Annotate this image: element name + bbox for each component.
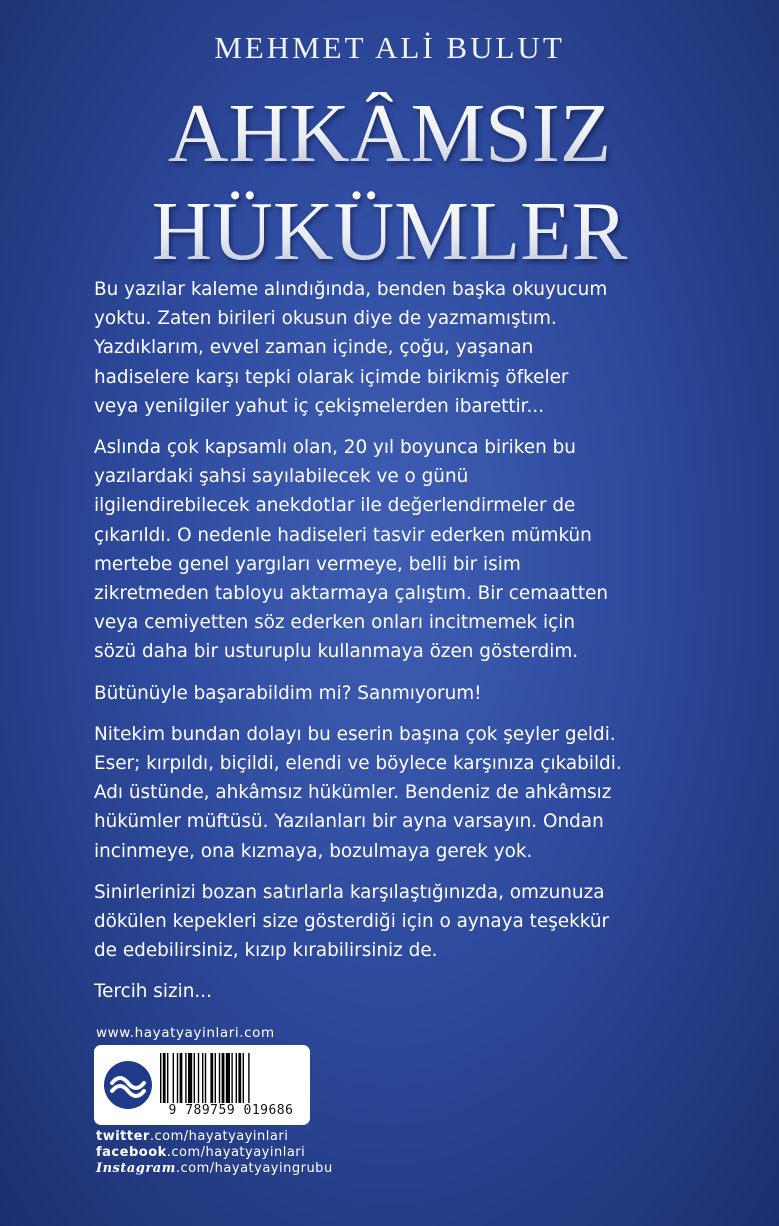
- paragraph: Tercih sizin...: [94, 981, 212, 1003]
- back-cover-text: [94, 275, 734, 1019]
- isbn-barcode: [160, 1053, 300, 1103]
- barcode-panel: [94, 1045, 310, 1125]
- author-name: MEHMET ALİ BULUT: [214, 30, 565, 65]
- isbn-number: 9 789759 019686: [168, 1103, 294, 1118]
- social-twitter: [96, 1129, 288, 1144]
- instagram-logo: Instagram: [96, 1161, 176, 1176]
- facebook-logo: facebook: [96, 1145, 167, 1160]
- publisher-website: www.hayatyayinlari.com: [96, 1025, 275, 1041]
- book-title-line-2: HÜKÜMLER: [0, 190, 779, 274]
- paragraph: Aslında çok kapsamlı olan, 20 yıl boyunca biriken bu yazılardaki şahsi sayılabilecek ve o günü ilgilendirebilecek anekdotlar ile değerlendirmeler de çıkarıldı. O nedenle hadiseleri tasvir ederken mümkün mertebe genel yargıları vermeye, belli bir isim zikretmeden tabloyu aktarmaya çalıştım. Bir cemaatten veya cemiyetten söz ederken onları incitmemek için sözü daha bir usturuplu kullanmaya özen gösterdim.: [94, 437, 609, 663]
- social-handle: .com/hayatyayingrubu: [175, 1161, 333, 1176]
- social-instagram: [96, 1161, 333, 1176]
- twitter-logo: twitter: [96, 1129, 150, 1144]
- social-handle: .com/hayatyayinlari: [149, 1129, 289, 1144]
- social-facebook: [96, 1145, 305, 1160]
- paragraph: Sinirlerinizi bozan satırlarla karşılaştığınızda, omzunuza dökülen kepekleri size gösterdiği için o aynaya teşekkür de edebilirsiniz, kızıp kırabilirsiniz de.: [94, 881, 610, 962]
- paragraph: Nitekim bundan dolayı bu eserin başına çok şeyler geldi. Eser; kırpıldı, biçildi, elendi ve böylece karşınıza çıkabildi. Adı üstünde, ahkâmsız hükümler. Bendeniz de ahkâmsız hükümler müftüsü. Yazılanları bir ayna varsayın. Ondan incinmeye, ona kızmaya, bozulmaya gerek yok.: [94, 723, 622, 862]
- paragraph: Bu yazılar kaleme alındığında, benden başka okuyucum yoktu. Zaten birileri okusun diye de yazmamıştım. Yazdıklarım, evvel zaman içinde, çoğu, yaşanan hadiselere karşı tepki olarak içimde birikmiş öfkeler veya yenilgiler yahut iç çekişmelerden ibarettir...: [94, 279, 608, 417]
- publisher-wave-logo-icon: [104, 1061, 152, 1109]
- book-title-line-1: AHKÂMSIZ: [0, 92, 779, 176]
- paragraph: Bütünüyle başarabildim mi? Sanmıyorum!: [94, 682, 482, 704]
- social-handle: .com/hayatyayinlari: [166, 1145, 306, 1160]
